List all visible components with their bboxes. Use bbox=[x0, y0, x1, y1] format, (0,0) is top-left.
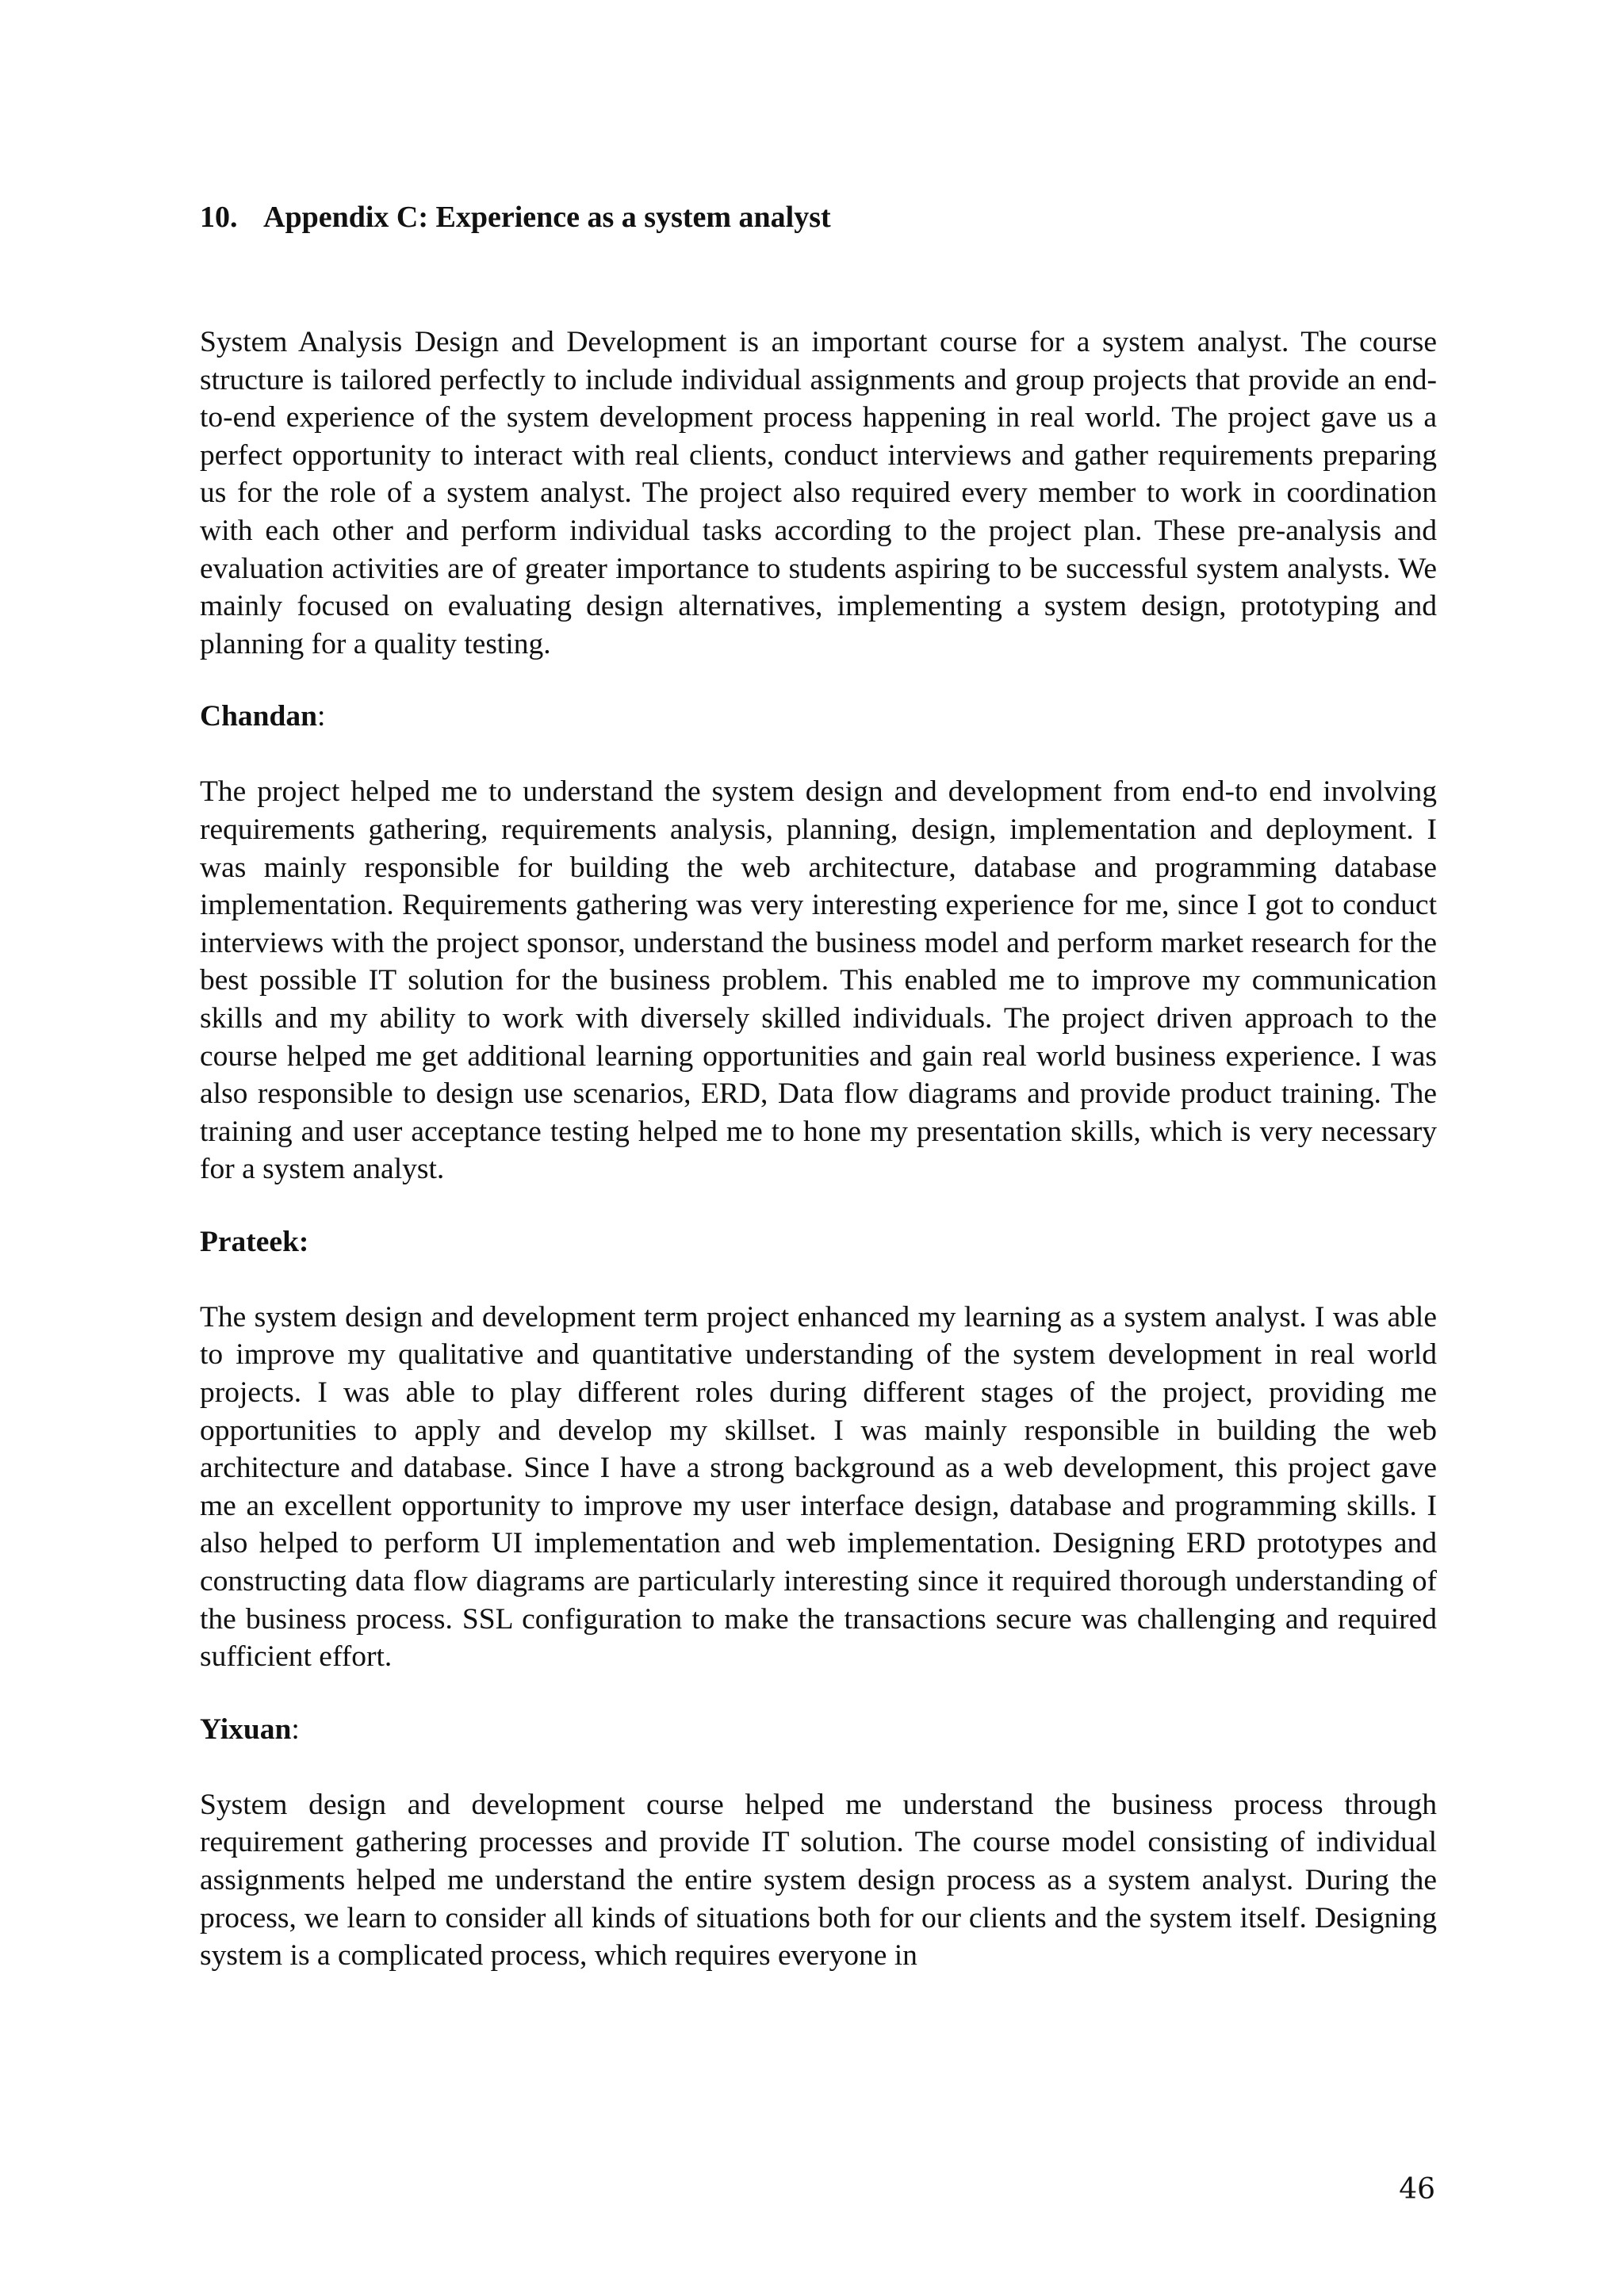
section-heading bbox=[200, 198, 1437, 236]
prateek-paragraph: The system design and development term project enhanced my learning as a system analyst. I was able to improve my qualitative and quantitative understanding of the system development in real world projects. I was able to play different roles during different stages of the project, providing me opportunities to apply and develop my skillset. I was mainly responsible in building the web architecture and database. Since I have a strong background as a web development, this project gave me an excellent opportunity to improve my user interface design, database and programming skills. I also helped to perform UI implementation and web implementation. Designing ERD prototypes and constructing data flow diagrams are particularly interesting since it required thorough understanding of the business process. SSL configuration to make the transactions secure was challenging and required sufficient effort. bbox=[200, 1300, 1437, 1674]
intro-paragraph: System Analysis Design and Development is an important course for a system analyst. The course structure is tailored perfectly to include individual assignments and group projects that provide an end-to-end experience of the system development process happening in real world. The project gave us a perfect opportunity to interact with real clients, conduct interviews and gather requirements preparing us for the role of a system analyst. The project also required every member to work in coordination with each other and perform individual tasks according to the project plan. These pre-analysis and evaluation activities are of greater importance to students aspiring to be successful system analysts. We mainly focused on evaluating design alternatives, implementing a system design, prototyping and planning for a quality testing. bbox=[200, 326, 1437, 660]
author-name-chandan: Chandan: bbox=[200, 700, 326, 733]
chandan-paragraph: The project helped me to understand the system design and development from end-to end involving requirements gathering, requirements analysis, planning, design, implementation and deployment. I was mainly responsible for building the web architecture, database and programming database implementation. Requirements gathering was very interesting experience for me, since I got to conduct interviews with the project sponsor, understand the business model and perform market research for the best possible IT solution for the business problem. This enabled me to improve my communication skills and my ability to work with diversely skilled individuals. The project driven approach to the course helped me get additional learning opportunities and gain real world business experience. I was also responsible to design use scenarios, ERD, Data flow diagrams and provide product training. The training and user acceptance testing helped me to hone my presentation skills, which is very necessary for a system analyst. bbox=[200, 775, 1437, 1186]
page-number: 46 bbox=[1399, 2173, 1435, 2206]
section-title: Appendix C: Experience as a system analyst bbox=[263, 201, 831, 234]
author-name-yixuan: Yixuan: bbox=[200, 1712, 300, 1746]
section-number: 10. bbox=[200, 201, 238, 234]
yixuan-paragraph: System design and development course helped me understand the business process through requirement gathering processes and provide IT solution. The course model consisting of individual assignments helped me understand the entire system design process as a system analyst. During the process, we learn to consider all kinds of situations both for our clients and the system itself. Designing system is a complicated process, which requires everyone in bbox=[200, 1788, 1437, 1973]
author-name-prateek: Prateek: bbox=[200, 1225, 309, 1258]
document-page bbox=[200, 198, 1437, 1975]
